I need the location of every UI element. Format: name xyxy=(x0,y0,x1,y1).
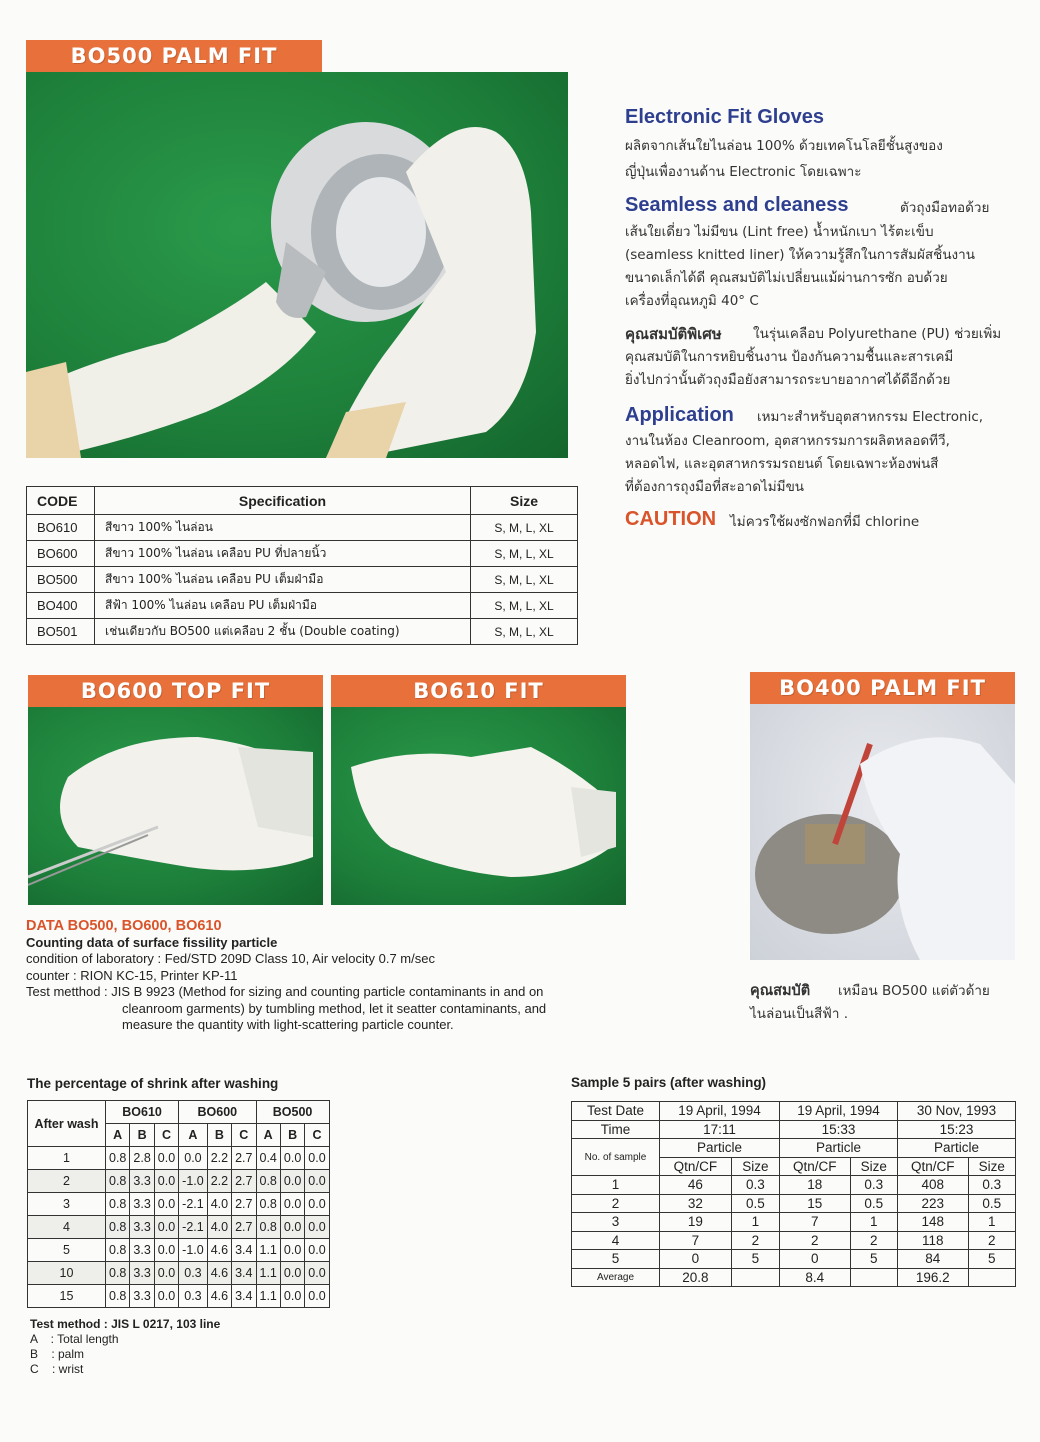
table-row xyxy=(27,541,578,567)
cell-sample-value: 84 xyxy=(898,1250,969,1269)
cell-shrink-value: 0.8 xyxy=(256,1216,280,1239)
label-particle-1: Particle xyxy=(660,1139,780,1158)
cell-shrink-value: 0.0 xyxy=(305,1193,329,1216)
table-row xyxy=(28,1193,330,1216)
header-col-a: A xyxy=(256,1124,280,1147)
cell-size: S, M, L, XL xyxy=(471,541,578,567)
cell-sample-value: 15 xyxy=(780,1194,851,1213)
sample-table-title: Sample 5 pairs (after washing) xyxy=(571,1075,767,1090)
cell-shrink-value: 3.4 xyxy=(232,1285,256,1308)
cell-sample-value: 148 xyxy=(898,1213,969,1232)
shrink-table-title: The percentage of shrink after washing xyxy=(27,1076,279,1091)
header-col-c: C xyxy=(154,1124,178,1147)
label-size: Size xyxy=(850,1157,897,1176)
cell-sample-value: 7 xyxy=(660,1231,732,1250)
data-particle-block xyxy=(26,918,546,1034)
cell-shrink-value: -2.1 xyxy=(179,1193,208,1216)
header-group-bo610: BO610 xyxy=(106,1101,179,1124)
cell-shrink-value: 0.0 xyxy=(154,1216,178,1239)
time-3: 15:23 xyxy=(898,1120,1016,1139)
header-col-b: B xyxy=(207,1124,231,1147)
shrink-test-method: Test method : JIS L 0217, 103 line xyxy=(30,1317,221,1331)
heading-electronic-fit-gloves: Electronic Fit Gloves xyxy=(625,106,824,128)
text-application-line-0: เหมาะสำหรับอุตสาหกรรม Electronic, xyxy=(757,409,984,425)
data-line-test-method-2: cleanroom garments) by tumbling method, let it seatter contaminants, and xyxy=(122,1000,547,1016)
header-col-c: C xyxy=(305,1124,329,1147)
cell-code: BO600 xyxy=(27,541,95,567)
cell-shrink-value: 0.8 xyxy=(106,1147,130,1170)
cell-shrink-value: 0.8 xyxy=(106,1285,130,1308)
cell-shrink-value: 2.2 xyxy=(207,1147,231,1170)
code-specification-table xyxy=(26,486,578,645)
cell-shrink-value: 2.8 xyxy=(130,1147,154,1170)
cell-sample-value: 2 xyxy=(850,1231,897,1250)
cell-shrink-value: 0.8 xyxy=(256,1193,280,1216)
table-row xyxy=(28,1262,330,1285)
cell-shrink-value: 3.4 xyxy=(232,1262,256,1285)
cell-shrink-value: 0.0 xyxy=(305,1239,329,1262)
data-line-test-method: Test metthod : JIS B 9923 (Method for sizing and counting particle contaminants in and on xyxy=(26,984,544,999)
cell-shrink-value: 0.0 xyxy=(154,1262,178,1285)
data-line-counter: counter : RION KC-15, Printer KP-11 xyxy=(26,967,238,983)
shrink-legend-b: B : palm xyxy=(30,1347,85,1361)
cell-sample-value: 0.5 xyxy=(850,1194,897,1213)
cell-spec: สีฟ้า 100% ไนล่อน เคลือบ PU เต็มฝ่ามือ xyxy=(95,593,471,619)
cell-wash-count: 10 xyxy=(28,1262,106,1285)
photo-bo610-open-glove xyxy=(331,707,626,905)
cell-spec: สีขาว 100% ไนล่อน เคลือบ PU เต็มฝ่ามือ xyxy=(95,567,471,593)
cell-size: S, M, L, XL xyxy=(471,619,578,645)
cell-sample-no: 5 xyxy=(572,1250,660,1269)
label-qtn: Qtn/CF xyxy=(780,1157,851,1176)
average-blank xyxy=(731,1268,779,1287)
cell-shrink-value: 0.0 xyxy=(280,1147,304,1170)
cell-shrink-value: 4.0 xyxy=(207,1216,231,1239)
cell-shrink-value: 0.0 xyxy=(280,1285,304,1308)
photo-bo500-gloves-holding-lamp xyxy=(26,72,568,458)
cell-sample-value: 408 xyxy=(898,1176,969,1195)
heading-special-properties: คุณสมบัติพิเศษ xyxy=(625,325,722,343)
label-average: Average xyxy=(572,1268,660,1287)
table-row xyxy=(572,1250,1016,1269)
cell-shrink-value: -1.0 xyxy=(179,1170,208,1193)
table-row xyxy=(28,1147,330,1170)
header-group-bo600: BO600 xyxy=(179,1101,256,1124)
cell-spec: สีขาว 100% ไนล่อน xyxy=(95,515,471,541)
cell-shrink-value: 0.0 xyxy=(280,1170,304,1193)
heading-application: Application xyxy=(625,404,734,426)
cell-shrink-value: 3.3 xyxy=(130,1285,154,1308)
test-date-3: 30 Nov, 1993 xyxy=(898,1102,1016,1121)
header-size: Size xyxy=(471,487,578,515)
cell-sample-value: 223 xyxy=(898,1194,969,1213)
shrink-legend-c: C : wrist xyxy=(30,1362,84,1376)
cell-shrink-value: 3.3 xyxy=(130,1170,154,1193)
text-application-line-1: งานในห้อง Cleanroom, อุตสาหกรรมการผลิตหลอดทีวี, xyxy=(625,433,950,449)
cell-sample-no: 1 xyxy=(572,1176,660,1195)
cell-sample-value: 0.3 xyxy=(850,1176,897,1195)
cell-shrink-value: 1.1 xyxy=(256,1262,280,1285)
cell-shrink-value: 0.0 xyxy=(305,1216,329,1239)
average-3: 196.2 xyxy=(898,1268,969,1287)
cell-size: S, M, L, XL xyxy=(471,515,578,541)
cell-wash-count: 1 xyxy=(28,1147,106,1170)
bo400-note-line-1: เหมือน BO500 แต่ตัวด้าย xyxy=(838,983,990,999)
cell-shrink-value: 0.0 xyxy=(305,1285,329,1308)
cell-shrink-value: 0.0 xyxy=(305,1147,329,1170)
label-size: Size xyxy=(968,1157,1015,1176)
cell-sample-value: 0.3 xyxy=(731,1176,779,1195)
cell-spec: สีขาว 100% ไนล่อน เคลือบ PU ที่ปลายนิ้ว xyxy=(95,541,471,567)
cell-sample-value: 5 xyxy=(850,1250,897,1269)
text-electronic-line-2: ญี่ปุ่นเพื่องานด้าน Electronic โดยเฉพาะ xyxy=(625,164,862,180)
cell-sample-value: 5 xyxy=(731,1250,779,1269)
cell-shrink-value: 0.0 xyxy=(154,1170,178,1193)
cell-code: BO610 xyxy=(27,515,95,541)
cell-shrink-value: 0.8 xyxy=(106,1262,130,1285)
table-row xyxy=(28,1285,330,1308)
bo400-note-title: คุณสมบัติ xyxy=(750,983,811,999)
cell-size: S, M, L, XL xyxy=(471,593,578,619)
shrink-legend-a: A : Total length xyxy=(30,1332,119,1346)
cell-shrink-value: 3.3 xyxy=(130,1239,154,1262)
header-col-c: C xyxy=(232,1124,256,1147)
cell-shrink-value: 0.0 xyxy=(154,1239,178,1262)
cell-shrink-value: 0.0 xyxy=(305,1262,329,1285)
table-row xyxy=(27,515,578,541)
data-title: DATA BO500, BO600, BO610 xyxy=(26,918,222,934)
cell-shrink-value: 4.0 xyxy=(207,1193,231,1216)
table-row xyxy=(27,593,578,619)
banner-bo400-palm-fit: BO400 PALM FIT xyxy=(750,672,1015,704)
cell-wash-count: 4 xyxy=(28,1216,106,1239)
cell-shrink-value: 3.4 xyxy=(232,1239,256,1262)
header-specification: Specification xyxy=(95,487,471,515)
table-row xyxy=(572,1194,1016,1213)
cell-shrink-value: 3.3 xyxy=(130,1262,154,1285)
data-line-condition: condition of laboratory : Fed/STD 209D Class 10, Air velocity 0.7 m/sec xyxy=(26,951,435,966)
cell-sample-value: 19 xyxy=(660,1213,732,1232)
cell-wash-count: 5 xyxy=(28,1239,106,1262)
cell-shrink-value: 0.0 xyxy=(154,1285,178,1308)
bo400-note-line-2: ไนล่อนเป็นสีฟ้า . xyxy=(750,1006,849,1022)
cell-sample-no: 3 xyxy=(572,1213,660,1232)
cell-sample-value: 7 xyxy=(780,1213,851,1232)
text-seamless-line-2: (seamless knitted liner) ให้ความรู้สึกในการสัมผัสชิ้นงาน xyxy=(625,247,975,263)
cell-shrink-value: 2.7 xyxy=(232,1147,256,1170)
cell-shrink-value: 2.7 xyxy=(232,1193,256,1216)
cell-sample-value: 0.3 xyxy=(968,1176,1015,1195)
cell-shrink-value: 3.3 xyxy=(130,1216,154,1239)
cell-code: BO500 xyxy=(27,567,95,593)
average-1: 20.8 xyxy=(660,1268,732,1287)
cell-shrink-value: 0.3 xyxy=(179,1285,208,1308)
text-caution: ไม่ควรใช้ผงซักฟอกที่มี chlorine xyxy=(730,514,920,530)
header-after-wash: After wash xyxy=(28,1101,106,1147)
cell-shrink-value: 0.4 xyxy=(256,1147,280,1170)
cell-shrink-value: 2.7 xyxy=(232,1170,256,1193)
cell-shrink-value: 0.0 xyxy=(179,1147,208,1170)
heading-caution: CAUTION xyxy=(625,508,717,530)
cell-sample-value: 2 xyxy=(731,1231,779,1250)
text-special-line-2: ยิ่งไปกว่านั้นตัวถุงมือยังสามารถระบายอากาศได้ดีอีกด้วย xyxy=(625,372,951,388)
header-col-b: B xyxy=(280,1124,304,1147)
text-application-line-2: หลอดไฟ, และอุตสาหกรรมรถยนต์ โดยเฉพาะห้องพ่นสี xyxy=(625,456,939,472)
cell-sample-value: 46 xyxy=(660,1176,732,1195)
cell-sample-value: 1 xyxy=(731,1213,779,1232)
cell-code: BO501 xyxy=(27,619,95,645)
cell-shrink-value: 4.6 xyxy=(207,1239,231,1262)
cell-sample-value: 32 xyxy=(660,1194,732,1213)
cell-sample-value: 2 xyxy=(780,1231,851,1250)
text-special-line-1: คุณสมบัติในการหยิบชิ้นงาน ป้องกันความชื้นและสารเคมี xyxy=(625,349,954,365)
cell-shrink-value: 4.6 xyxy=(207,1262,231,1285)
cell-shrink-value: 0.0 xyxy=(154,1193,178,1216)
cell-shrink-value: 1.1 xyxy=(256,1239,280,1262)
cell-shrink-value: -2.1 xyxy=(179,1216,208,1239)
label-qtn: Qtn/CF xyxy=(660,1157,732,1176)
cell-sample-value: 1 xyxy=(850,1213,897,1232)
table-row xyxy=(28,1170,330,1193)
cell-sample-value: 118 xyxy=(898,1231,969,1250)
text-application-line-3: ที่ต้องการถุงมือที่สะอาดไม่มีขน xyxy=(625,479,805,495)
heading-seamless-and-cleaness: Seamless and cleaness xyxy=(625,194,849,216)
cell-shrink-value: 0.0 xyxy=(305,1170,329,1193)
photo-bo400-glove-with-screwdriver xyxy=(750,704,1015,960)
cell-wash-count: 2 xyxy=(28,1170,106,1193)
cell-sample-value: 1 xyxy=(968,1213,1015,1232)
table-row xyxy=(27,567,578,593)
test-date-1: 19 April, 1994 xyxy=(660,1102,780,1121)
text-seamless-line-4: เครื่องที่อุณหภูมิ 40° C xyxy=(625,293,759,309)
text-seamless-line-1: เส้นใยเดี่ยว ไม่มีขน (Lint free) น้ำหนักเบา ไร้ตะเข็บ xyxy=(625,224,934,240)
banner-bo610-fit: BO610 FIT xyxy=(331,675,626,707)
header-col-b: B xyxy=(130,1124,154,1147)
cell-wash-count: 15 xyxy=(28,1285,106,1308)
shrink-table xyxy=(27,1100,330,1308)
banner-bo600-top-fit: BO600 TOP FIT xyxy=(28,675,323,707)
banner-bo500-palm-fit: BO500 PALM FIT xyxy=(26,40,322,72)
cell-wash-count: 3 xyxy=(28,1193,106,1216)
label-qtn: Qtn/CF xyxy=(898,1157,969,1176)
cell-shrink-value: 0.0 xyxy=(280,1193,304,1216)
cell-sample-no: 2 xyxy=(572,1194,660,1213)
cell-code: BO400 xyxy=(27,593,95,619)
cell-shrink-value: 0.8 xyxy=(106,1216,130,1239)
table-row xyxy=(572,1213,1016,1232)
table-row xyxy=(28,1216,330,1239)
label-size: Size xyxy=(731,1157,779,1176)
table-row xyxy=(572,1176,1016,1195)
time-2: 15:33 xyxy=(780,1120,898,1139)
text-electronic-line-1: ผลิตจากเส้นใยไนล่อน 100% ด้วยเทคโนโลยีชั้นสูงของ xyxy=(625,138,943,154)
cell-shrink-value: 0.8 xyxy=(256,1170,280,1193)
label-particle-3: Particle xyxy=(898,1139,1016,1158)
cell-sample-value: 0 xyxy=(660,1250,732,1269)
table-row xyxy=(27,619,578,645)
text-special-line-0: ในรุ่นเคลือบ Polyurethane (PU) ช่วยเพิ่ม xyxy=(753,326,1002,342)
cell-shrink-value: 0.0 xyxy=(280,1262,304,1285)
label-time: Time xyxy=(572,1120,660,1139)
cell-shrink-value: -1.0 xyxy=(179,1239,208,1262)
header-code: CODE xyxy=(27,487,95,515)
cell-shrink-value: 1.1 xyxy=(256,1285,280,1308)
cell-shrink-value: 0.0 xyxy=(280,1239,304,1262)
header-col-a: A xyxy=(106,1124,130,1147)
average-2: 8.4 xyxy=(780,1268,851,1287)
text-seamless-line-0: ตัวถุงมือทอด้วย xyxy=(900,200,990,216)
cell-shrink-value: 0.8 xyxy=(106,1170,130,1193)
cell-shrink-value: 0.0 xyxy=(280,1216,304,1239)
cell-sample-no: 4 xyxy=(572,1231,660,1250)
cell-shrink-value: 0.0 xyxy=(154,1147,178,1170)
label-particle-2: Particle xyxy=(780,1139,898,1158)
cell-sample-value: 0.5 xyxy=(731,1194,779,1213)
text-seamless-line-3: ขนาดเล็กได้ดี คุณสมบัติไม่เปลี่ยนแม้ผ่านการซัก อบด้วย xyxy=(625,270,948,286)
average-blank xyxy=(850,1268,897,1287)
cell-sample-value: 0.5 xyxy=(968,1194,1015,1213)
label-test-date: Test Date xyxy=(572,1102,660,1121)
header-col-a: A xyxy=(179,1124,208,1147)
cell-shrink-value: 2.7 xyxy=(232,1216,256,1239)
cell-sample-value: 2 xyxy=(968,1231,1015,1250)
cell-sample-value: 18 xyxy=(780,1176,851,1195)
cell-sample-value: 0 xyxy=(780,1250,851,1269)
cell-shrink-value: 0.8 xyxy=(106,1239,130,1262)
cell-shrink-value: 0.3 xyxy=(179,1262,208,1285)
cell-shrink-value: 0.8 xyxy=(106,1193,130,1216)
cell-shrink-value: 4.6 xyxy=(207,1285,231,1308)
test-date-2: 19 April, 1994 xyxy=(780,1102,898,1121)
header-group-bo500: BO500 xyxy=(256,1101,329,1124)
cell-sample-value: 5 xyxy=(968,1250,1015,1269)
photo-bo600-glove-with-tweezers xyxy=(28,707,323,905)
data-subtitle: Counting data of surface fissility particle xyxy=(26,934,278,950)
data-line-test-method-3: measure the quantity with light-scattering particle counter. xyxy=(122,1017,454,1032)
time-1: 17:11 xyxy=(660,1120,780,1139)
sample-table xyxy=(571,1101,1016,1287)
table-row xyxy=(28,1239,330,1262)
cell-shrink-value: 3.3 xyxy=(130,1193,154,1216)
cell-size: S, M, L, XL xyxy=(471,567,578,593)
label-no-of-sample: No. of sample xyxy=(572,1139,660,1176)
cell-shrink-value: 2.2 xyxy=(207,1170,231,1193)
average-blank xyxy=(968,1268,1015,1287)
cell-spec: เช่นเดียวกับ BO500 แต่เคลือบ 2 ชั้น (Double coating) xyxy=(95,619,471,645)
table-row xyxy=(572,1231,1016,1250)
